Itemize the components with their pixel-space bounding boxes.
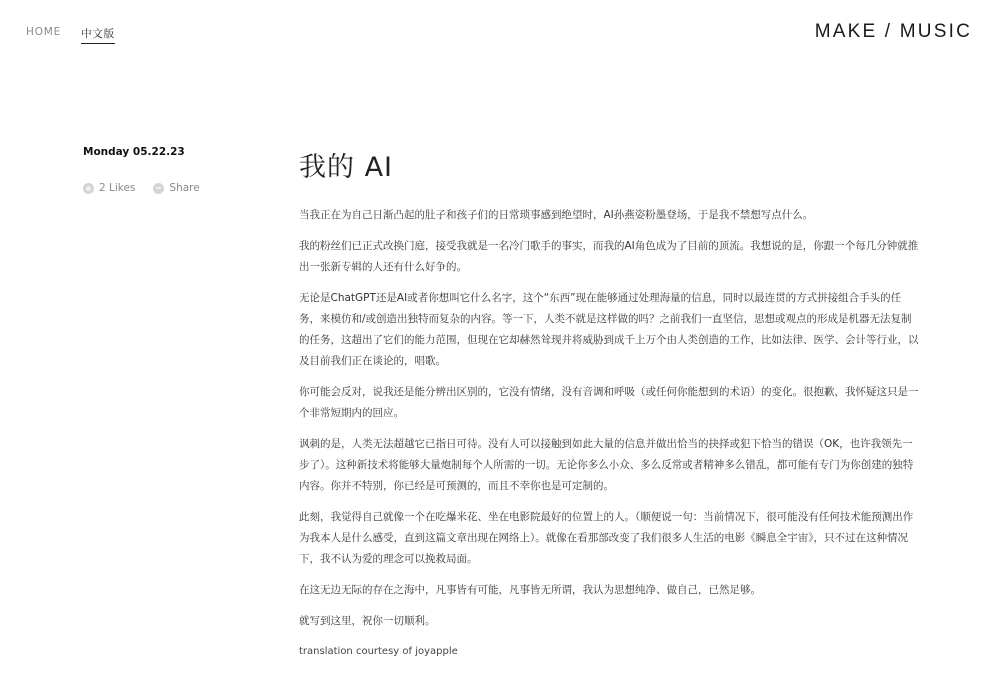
nav-chinese-link[interactable]: 中文版	[81, 26, 115, 44]
site-brand[interactable]: MAKE / MUSIC	[814, 21, 972, 42]
share-button[interactable]	[153, 182, 199, 194]
post-article	[299, 145, 919, 642]
nav-home-link[interactable]: HOME	[26, 26, 62, 38]
post-paragraph: 当我正在为自己日渐凸起的肚子和孩子们的日常琐事感到绝望时，AI孙燕姿粉墨登场，于是我不禁想写点什么。	[299, 209, 814, 221]
post-actions	[83, 182, 243, 194]
post-paragraph: 在这无边无际的存在之海中，凡事皆有可能，凡事皆无所谓，我认为思想纯净、做自己，已然足够。	[299, 584, 761, 596]
post-paragraph: 讽刺的是，人类无法超越它已指日可待。没有人可以接触到如此大量的信息并做出恰当的抉择或犯下恰当的错误（OK，也许我领先一步了）。这种新技术将能够大量炮制每个人所需的一切。无论你多么小众、多么反常或者精神多么错乱，都可能有专门为你创建的独特内容。你并不特别，你已经是可预测的，而且不幸你也是可定制的。	[299, 438, 914, 492]
post-paragraph: 无论是ChatGPT还是AI或者你想叫它什么名字，这个“东西”现在能够通过处理海量的信息，同时以最连贯的方式拼接组合手头的任务，来模仿和/或创造出独特而复杂的内容。等一下，人类不就是这样做的吗？之前我们一直坚信，思想或观点的形成是机器无法复制的任务，这超出了它们的能力范围，但现在它却赫然耸现并将威胁到成千上万个由人类创造的工作，比如法律、医学、会计等行业，以及目前我们正在谈论的，唱歌。	[299, 292, 919, 367]
post-date: Monday 05.22.23	[83, 146, 185, 158]
post-sidebar	[83, 146, 243, 194]
post-paragraph: 就写到这里，祝你一切顺利。	[299, 615, 436, 627]
share-icon	[153, 183, 164, 194]
post-paragraph: 你可能会反对，说我还是能分辨出区别的，它没有情绪，没有音调和呼吸（或任何你能想到的术语）的变化。很抱歉，我怀疑这只是一个非常短期内的回应。	[299, 386, 919, 419]
share-label: Share	[169, 182, 200, 194]
translation-credit: translation courtesy of joyapple	[299, 646, 458, 657]
post-paragraph: 我的粉丝们已正式改换门庭，接受我就是一名冷门歌手的事实，而我的AI角色成为了目前的顶流。我想说的是，你跟一个每几分钟就推出一张新专辑的人还有什么好争的。	[299, 240, 919, 273]
like-count: 2 Likes	[99, 182, 136, 194]
post-paragraph: 此刻，我觉得自己就像一个在吃爆米花、坐在电影院最好的位置上的人。（顺便说一句：当前情况下，很可能没有任何技术能预测出作为我本人是什么感受，直到这篇文章出现在网络上）。就像在看那部改变了我们很多人生活的电影《瞬息全宇宙》，只不过在这种情况下，我不认为爱的理念可以挽救局面。	[299, 511, 914, 565]
post-title: 我的 AI	[299, 152, 394, 183]
heart-icon	[83, 183, 94, 194]
like-button[interactable]	[83, 182, 135, 194]
top-nav	[26, 26, 115, 44]
